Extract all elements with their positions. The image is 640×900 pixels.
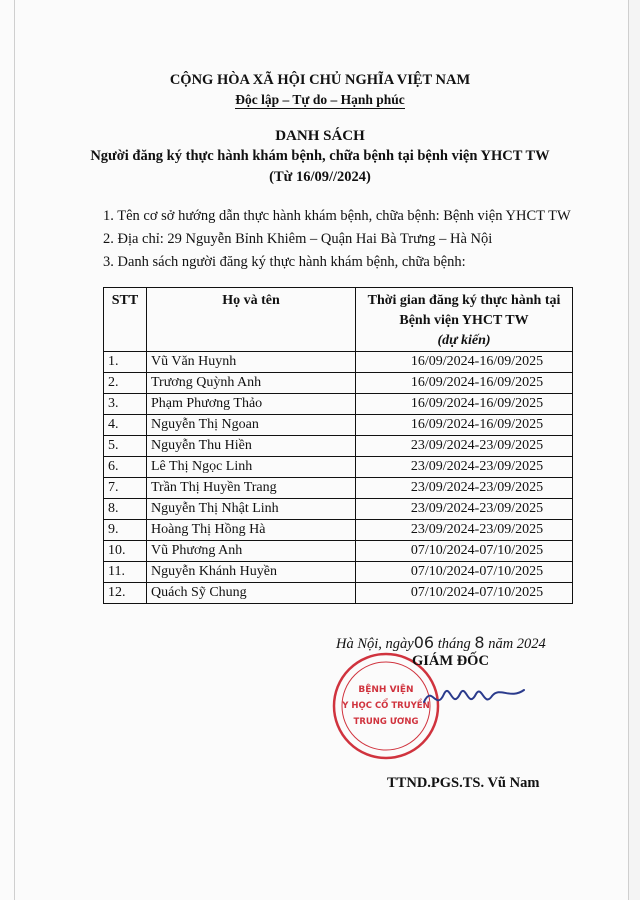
row-period: 23/09/2024-23/09/2025: [356, 478, 573, 499]
header-period-note: (dự kiến): [437, 333, 491, 348]
registrant-table: [103, 287, 573, 604]
place-prefix: Hà Nội, ngày: [336, 636, 414, 652]
row-period: 23/09/2024-23/09/2025: [356, 436, 573, 457]
row-stt: 5.: [104, 436, 147, 457]
signer-position: GIÁM ĐỐC: [412, 653, 489, 669]
table-row: [104, 415, 573, 436]
row-name: Nguyễn Thị Ngoan: [147, 415, 356, 436]
row-stt: 3.: [104, 394, 147, 415]
row-name: Lê Thị Ngọc Linh: [147, 457, 356, 478]
header-period-line1: Thời gian đăng ký thực hành tại: [367, 293, 561, 308]
director-signature: [420, 672, 530, 722]
row-stt: 9.: [104, 520, 147, 541]
info-list-intro: 3. Danh sách người đăng ký thực hành khám bệnh, chữa bệnh:: [103, 254, 466, 270]
row-period: 07/10/2024-07/10/2025: [356, 562, 573, 583]
table-header-row: [104, 288, 573, 352]
table-row: [104, 520, 573, 541]
row-period: 16/09/2024-16/09/2025: [356, 352, 573, 373]
row-name: Vũ Văn Huynh: [147, 352, 356, 373]
handwritten-month: 8: [474, 633, 485, 652]
document-subtitle: Người đăng ký thực hành khám bệnh, chữa bệnh tại bệnh viện YHCT TW: [90, 148, 550, 164]
motto-text: Độc lập – Tự do – Hạnh phúc: [235, 92, 405, 107]
table-row: [104, 394, 573, 415]
table-row: [104, 541, 573, 562]
row-name: Nguyễn Khánh Huyền: [147, 562, 356, 583]
seal-text-bottom: TRUNG ƯƠNG: [353, 717, 419, 727]
seal-text-top: BỆNH VIỆN: [358, 685, 414, 695]
row-period: 16/09/2024-16/09/2025: [356, 394, 573, 415]
info-address: 2. Địa chỉ: 29 Nguyễn Bỉnh Khiêm – Quận Hai Bà Trưng – Hà Nội: [103, 231, 493, 247]
table-row: [104, 478, 573, 499]
table-row: [104, 436, 573, 457]
row-stt: 8.: [104, 499, 147, 520]
row-period: 16/09/2024-16/09/2025: [356, 373, 573, 394]
row-stt: 6.: [104, 457, 147, 478]
info-facility: 1. Tên cơ sở hướng dẫn thực hành khám bệnh, chữa bệnh: Bệnh viện YHCT TW: [103, 208, 571, 224]
row-stt: 11.: [104, 562, 147, 583]
row-name: Vũ Phương Anh: [147, 541, 356, 562]
row-stt: 10.: [104, 541, 147, 562]
row-stt: 12.: [104, 583, 147, 604]
document-title: DANH SÁCH: [275, 128, 365, 144]
row-stt: 1.: [104, 352, 147, 373]
row-stt: 2.: [104, 373, 147, 394]
year-label: năm 2024: [488, 636, 546, 652]
header-period: [356, 288, 573, 352]
header-name: Họ và tên: [147, 288, 356, 352]
row-name: Phạm Phương Thảo: [147, 394, 356, 415]
seal-text-middle: Y HỌC CỔ TRUYỀN: [342, 701, 430, 711]
table-row: [104, 457, 573, 478]
row-name: Quách Sỹ Chung: [147, 583, 356, 604]
table-row: [104, 562, 573, 583]
handwritten-day: 06: [413, 633, 435, 652]
row-period: 16/09/2024-16/09/2025: [356, 415, 573, 436]
document-date-range: (Từ 16/09//2024): [269, 169, 371, 185]
table-row: [104, 499, 573, 520]
row-name: Hoàng Thị Hồng Hà: [147, 520, 356, 541]
row-stt: 4.: [104, 415, 147, 436]
table-row: [104, 583, 573, 604]
nation-motto: [0, 92, 640, 108]
header-period-line2: Bệnh viện YHCT TW: [399, 313, 529, 328]
table-row: [104, 373, 573, 394]
row-name: Trương Quỳnh Anh: [147, 373, 356, 394]
row-period: 23/09/2024-23/09/2025: [356, 520, 573, 541]
nation-title: CỘNG HÒA XÃ HỘI CHỦ NGHĨA VIỆT NAM: [169, 72, 471, 88]
row-period: 07/10/2024-07/10/2025: [356, 583, 573, 604]
row-name: Nguyễn Thị Nhật Linh: [147, 499, 356, 520]
signature-stroke: [424, 690, 524, 702]
row-period: 23/09/2024-23/09/2025: [356, 457, 573, 478]
row-name: Trần Thị Huyền Trang: [147, 478, 356, 499]
header-stt: STT: [104, 288, 147, 352]
month-label: tháng: [437, 636, 471, 652]
table-row: [104, 352, 573, 373]
row-period: 23/09/2024-23/09/2025: [356, 499, 573, 520]
signer-name: TTND.PGS.TS. Vũ Nam: [387, 775, 540, 791]
row-name: Nguyễn Thu Hiền: [147, 436, 356, 457]
row-period: 07/10/2024-07/10/2025: [356, 541, 573, 562]
row-stt: 7.: [104, 478, 147, 499]
